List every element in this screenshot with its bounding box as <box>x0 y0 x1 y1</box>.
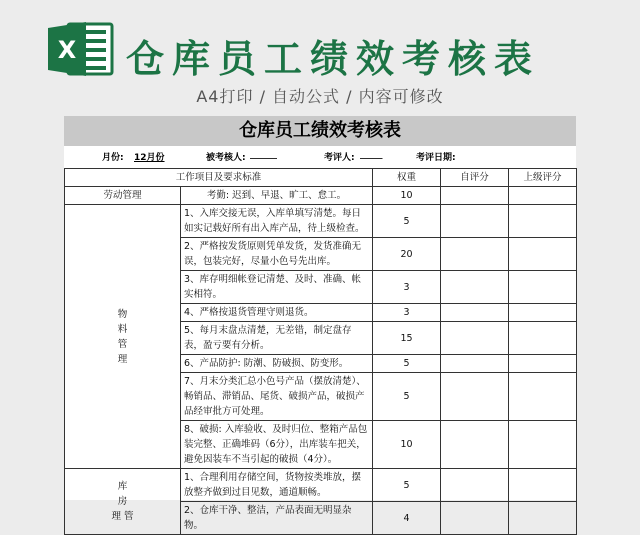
manager-score-cell[interactable] <box>509 304 577 322</box>
manager-score-cell[interactable] <box>509 187 577 205</box>
assessee-label: 被考核人: <box>206 153 246 163</box>
svg-text:X: X <box>57 36 77 64</box>
weight-cell: 3 <box>373 271 441 304</box>
banner-title: 仓库员工绩效考核表 <box>126 37 541 81</box>
weight-cell: 5 <box>373 205 441 238</box>
assessor-label: 考评人: <box>324 153 355 163</box>
weight-cell: 5 <box>373 355 441 373</box>
header-row <box>65 169 577 187</box>
item-text: 1、合理利用存储空间，货物按类堆放，摆放整齐做到过目见数，通道顺畅。 <box>181 469 373 502</box>
manager-score-cell[interactable] <box>509 271 577 304</box>
self-score-cell[interactable] <box>441 271 509 304</box>
item-text: 6、产品防护: 防潮、防破损、防变形。 <box>181 355 373 373</box>
manager-score-cell[interactable] <box>509 469 577 502</box>
item-text: 3、库存明细帐登记清楚、及时、准确、帐实相符。 <box>181 271 373 304</box>
item-text: 2、严格按发货原则凭单发货，发货准确无误，包装完好，尽量小色号先出库。 <box>181 238 373 271</box>
manager-score-cell[interactable] <box>509 355 577 373</box>
manager-score-cell[interactable] <box>509 322 577 355</box>
category-labor: 劳动管理 <box>65 187 181 205</box>
assessor-value[interactable]: _____ <box>360 150 383 160</box>
self-score-cell[interactable] <box>441 304 509 322</box>
self-score-cell[interactable] <box>441 469 509 502</box>
month-value[interactable]: 12月份 <box>134 153 165 163</box>
assessment-table <box>64 168 577 535</box>
manager-score-cell[interactable] <box>509 373 577 421</box>
manager-score-cell[interactable] <box>509 205 577 238</box>
item-text: 2、仓库干净、整洁，产品表面无明显杂物。 <box>181 502 373 535</box>
excel-icon <box>46 20 116 78</box>
weight-cell: 5 <box>373 469 441 502</box>
self-score-cell[interactable] <box>441 205 509 238</box>
item-text: 8、破损: 入库验收、及时归位、整箱产品包装完整、正确堆码（6分），出库装车把关，避免因装车不当引起的破损（4分）。 <box>181 421 373 469</box>
weight-cell: 10 <box>373 421 441 469</box>
weight-cell: 4 <box>373 502 441 535</box>
item-text: 7、月末分类汇总小色号产品（摆放清楚）、畅销品、滞销品、尾货、破损产品，破损产品经审批方可处理。 <box>181 373 373 421</box>
banner <box>0 0 640 116</box>
header-self-score: 自评分 <box>441 169 509 187</box>
header-weight: 权重 <box>373 169 441 187</box>
banner-subtitle: A4打印 / 自动公式 / 内容可修改 <box>196 87 444 106</box>
manager-score-cell[interactable] <box>509 238 577 271</box>
self-score-cell[interactable] <box>441 355 509 373</box>
table-row <box>65 205 577 238</box>
header-manager-score: 上级评分 <box>509 169 577 187</box>
self-score-cell[interactable] <box>441 373 509 421</box>
self-score-cell[interactable] <box>441 238 509 271</box>
date-label: 考评日期: <box>416 153 456 163</box>
item-text: 考勤: 迟到、早退、旷工、怠工。 <box>181 187 373 205</box>
item-text: 1、入库交接无误，入库单填写清楚。每日如实记载好所有出入库产品，待上级检查。 <box>181 205 373 238</box>
category-material: 物 料 管 理 <box>65 205 181 469</box>
header-item: 工作项目及要求标准 <box>65 169 373 187</box>
self-score-cell[interactable] <box>441 421 509 469</box>
item-text: 4、严格按退货管理守则退货。 <box>181 304 373 322</box>
assessee-value[interactable]: ______ <box>250 150 277 160</box>
month-label: 月份: <box>102 153 124 163</box>
sheet-title: 仓库员工绩效考核表 <box>64 116 576 146</box>
self-score-cell[interactable] <box>441 502 509 535</box>
self-score-cell[interactable] <box>441 322 509 355</box>
weight-cell: 3 <box>373 304 441 322</box>
table-row <box>65 469 577 502</box>
table-row <box>65 187 577 205</box>
meta-row <box>64 146 576 164</box>
category-warehouse: 库 房 理 管 <box>65 469 181 535</box>
weight-cell: 20 <box>373 238 441 271</box>
weight-cell: 10 <box>373 187 441 205</box>
weight-cell: 5 <box>373 373 441 421</box>
weight-cell: 15 <box>373 322 441 355</box>
spreadsheet <box>64 116 576 531</box>
manager-score-cell[interactable] <box>509 502 577 535</box>
manager-score-cell[interactable] <box>509 421 577 469</box>
self-score-cell[interactable] <box>441 187 509 205</box>
item-text: 5、每月末盘点清楚，无差错，制定盘存表，盈亏要有分析。 <box>181 322 373 355</box>
